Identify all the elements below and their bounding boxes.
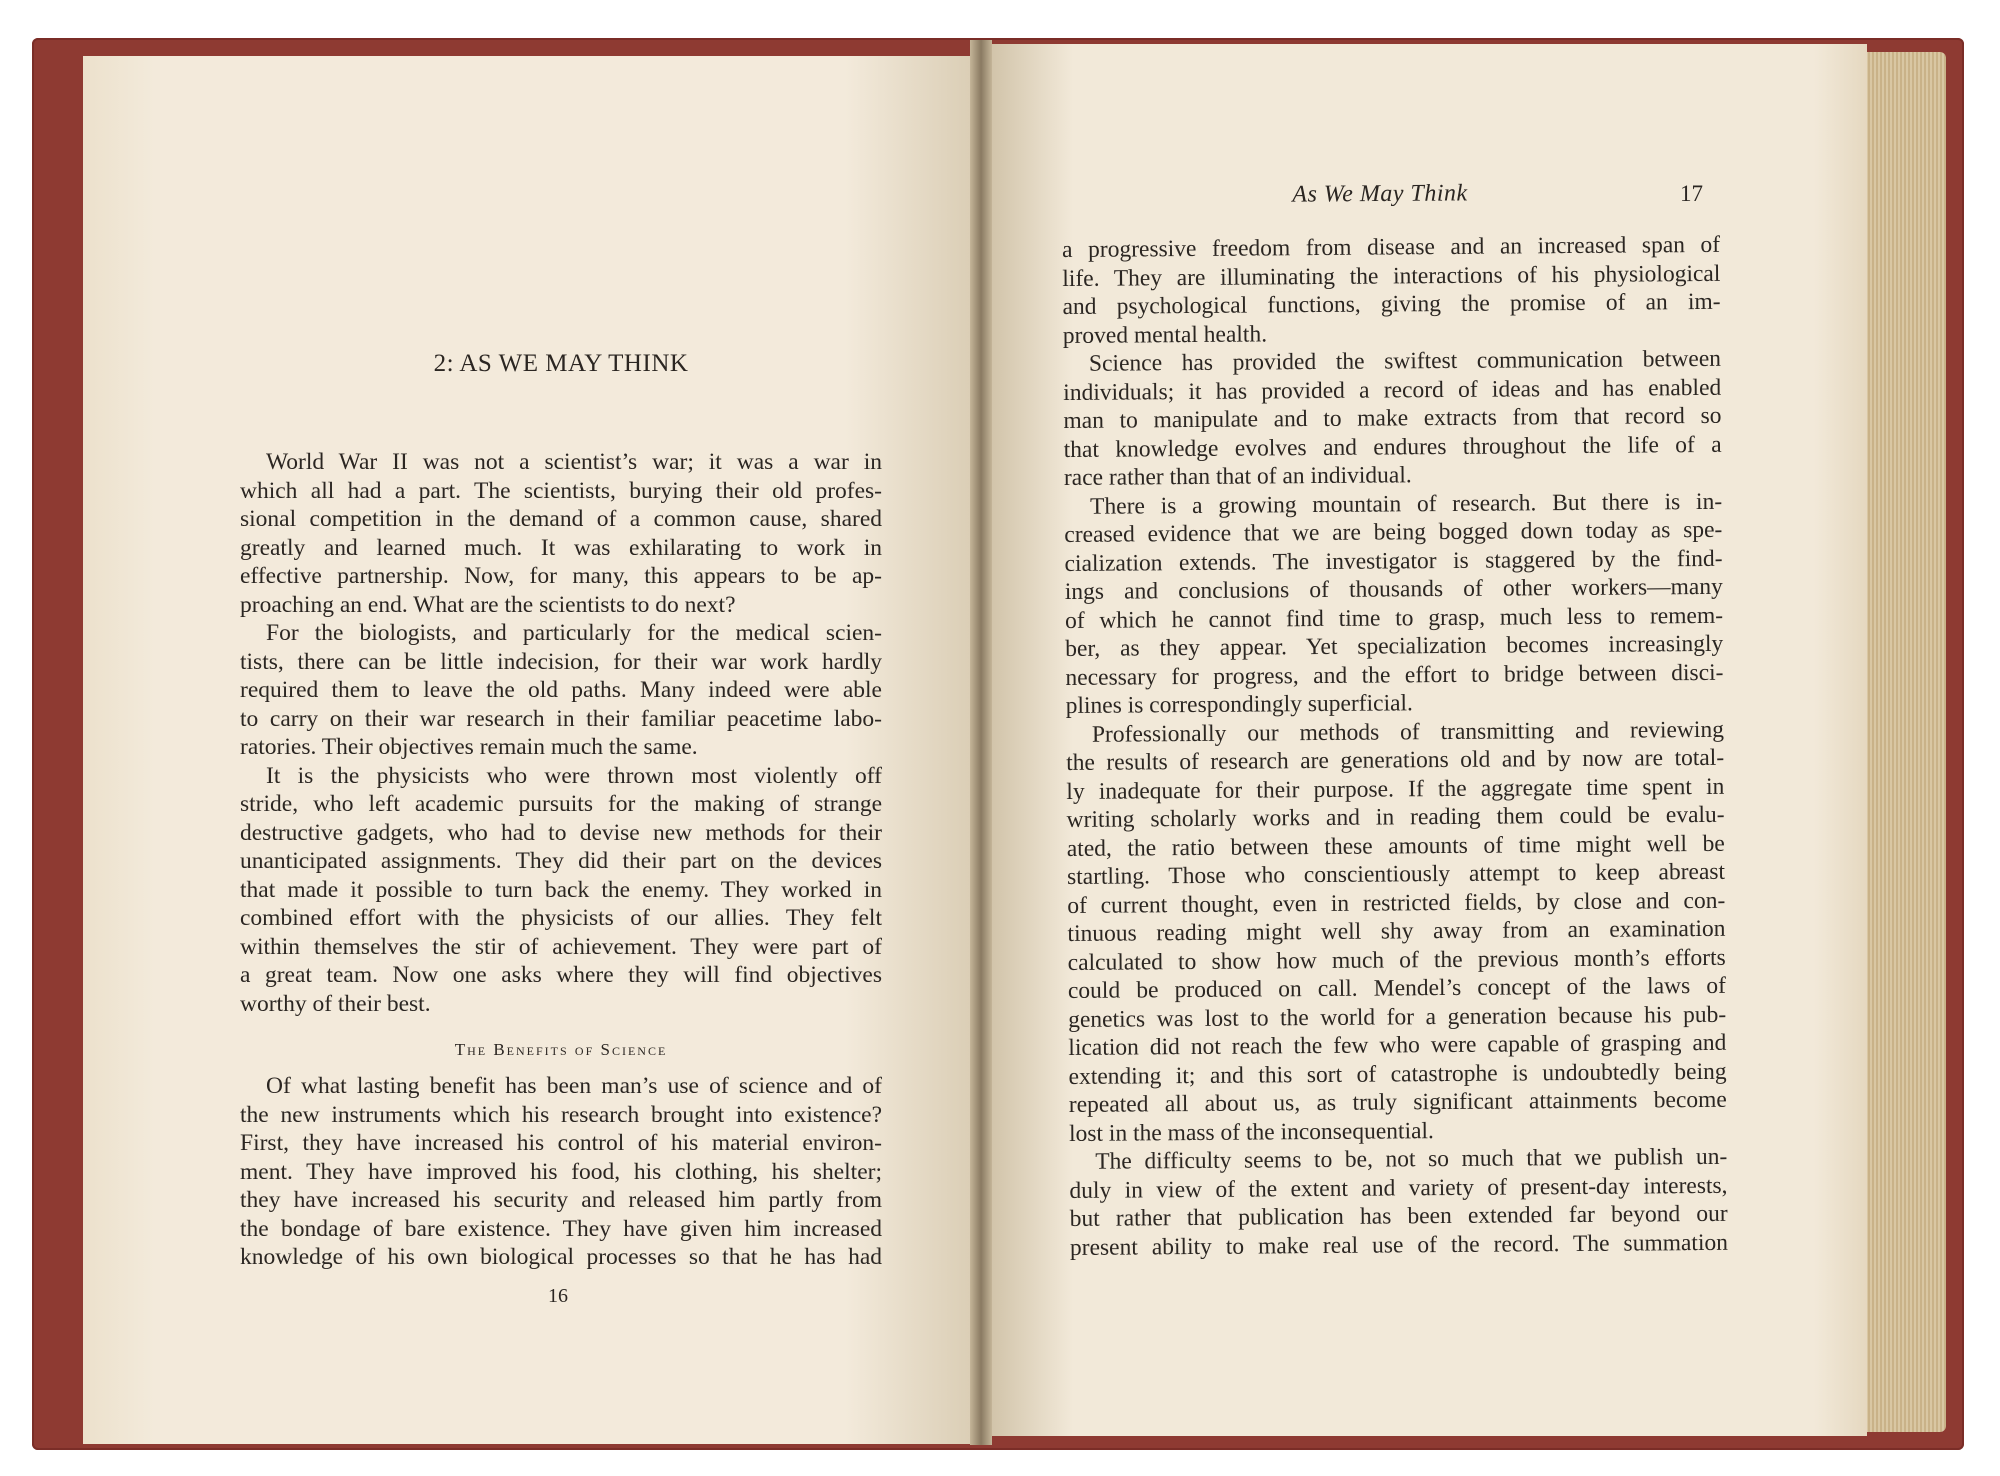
left-page-number: 16 (548, 1285, 568, 1307)
right-text-block (1062, 231, 1728, 1262)
text-line: ratories. Their objectives remain much the same. (240, 734, 698, 760)
text-line: duly in view of the extent and variety of present-day interests, (1069, 1172, 1728, 1204)
book-gutter (970, 40, 992, 1445)
text-line: race rather than that of an individual. (1063, 462, 1412, 491)
text-line: present ability to make real use of the record. The summation (1069, 1229, 1729, 1261)
text-line: and psychological functions, giving the promise of an im- (1062, 288, 1721, 320)
left-text-block-1 (240, 448, 882, 1018)
text-line: lost in the mass of the inconsequential. (1068, 1117, 1434, 1147)
text-line: could be produced on call. Mendel’s concept of the laws of (1067, 972, 1727, 1004)
text-line: tists, there can be little indecision, for their war work hardly (240, 648, 882, 675)
text-line: Science has provided the swiftest communication between (1088, 345, 1722, 377)
text-line: Professionally our methods of transmitting and reviewing (1091, 716, 1724, 748)
text-line: unanticipated assignments. They did their part on the devices (240, 848, 882, 874)
text-line: to carry on their war research in their familiar peacetime labo- (240, 705, 882, 732)
text-line: proaching an end. What are the scientists to do next? (240, 591, 736, 618)
text-line: life. They are illuminating the interactions of his physiological (1062, 260, 1721, 292)
right-page-number: 17 (1680, 181, 1703, 206)
text-line: man to manipulate and to make extracts from that record so (1063, 402, 1722, 434)
section-heading: The Benefits of Science (454, 1040, 668, 1059)
chapter-title: 2: AS WE MAY THINK (433, 350, 689, 377)
text-line: Of what lasting benefit has been man’s use of science and of (266, 1073, 882, 1099)
text-line: within themselves the stir of achievement. They were part of (240, 933, 882, 960)
text-line: combined effort with the physicists of our allies. They felt (240, 905, 882, 931)
text-line: It is the physicists who were thrown most violently off (266, 762, 882, 789)
text-line: writing scholarly works and in reading them could be evalu- (1066, 801, 1725, 833)
text-line: the new instruments which his research brought into existence? (240, 1101, 882, 1128)
text-line: lication did not reach the few who were capable of grasping and (1068, 1029, 1727, 1061)
text-line: individuals; it has provided a record of ideas and has enabled (1063, 374, 1722, 406)
text-line: calculated to show how much of the previous month’s efforts (1067, 944, 1726, 976)
text-line: the bondage of bare existence. They have given him increased (240, 1215, 882, 1242)
text-line: the results of research are generations old and by now are total- (1066, 744, 1725, 776)
text-line: First, they have increased his control of his material environ- (240, 1130, 882, 1156)
text-line: stride, who left academic pursuits for the making of strange (240, 791, 882, 817)
text-line: they have increased his security and released him partly from (240, 1187, 882, 1213)
text-line: knowledge of his own biological processes so that he has had (240, 1244, 882, 1270)
text-line: effective partnership. Now, for many, this appears to be ap- (240, 563, 882, 589)
text-line: worthy of their best. (240, 990, 431, 1017)
text-line: World War II was not a scientist’s war; it was a war in (266, 449, 882, 475)
text-line: The difficulty seems to be, not so much that we publish un- (1095, 1143, 1728, 1175)
text-line: ment. They have improved his food, his clothing, his shelter; (240, 1158, 882, 1185)
text-line: ated, the ratio between these amounts of time might well be (1066, 830, 1725, 862)
text-line: sional competition in the demand of a common cause, shared (240, 506, 882, 532)
text-line: greatly and learned much. It was exhilarating to work in (240, 534, 882, 561)
text-line: required them to leave the old paths. Many indeed were able (240, 677, 882, 703)
text-line: of which he cannot find time to grasp, much less to remem- (1064, 602, 1724, 634)
text-line: repeated all about us, as truly significant attainments become (1068, 1086, 1727, 1118)
text-line: startling. Those who conscientiously attempt to keep abreast (1066, 858, 1726, 890)
text-line: plines is correspondingly superficial. (1065, 690, 1413, 719)
text-line: a great team. Now one asks where they will find objectives (240, 962, 882, 988)
left-text-block-2 (240, 1072, 882, 1272)
text-line: cialization extends. The investigator is staggered by the find- (1064, 545, 1723, 577)
text-line: which all had a part. The scientists, burying their old profes- (240, 477, 882, 504)
page-edges (1858, 52, 1946, 1432)
text-line: creased evidence that we are being bogged down today as spe- (1064, 516, 1723, 548)
text-line: of current thought, even in restricted fields, by close and con- (1067, 887, 1726, 919)
text-line: For the biologists, and particularly for the medical scien- (266, 620, 882, 646)
text-line: ber, as they appear. Yet specialization becomes increasingly (1065, 630, 1724, 662)
text-line: that knowledge evolves and endures throughout the life of a (1063, 431, 1722, 463)
text-line: genetics was lost to the world for a generation because his pub- (1068, 1001, 1727, 1033)
text-line: but rather that publication has been extended far beyond our (1069, 1200, 1728, 1232)
text-line: proved mental health. (1062, 320, 1268, 349)
text-line: destructive gadgets, who had to devise new methods for their (240, 819, 882, 846)
running-head: As We May Think (1292, 180, 1468, 208)
text-line: necessary for progress, and the effort to bridge between disci- (1065, 659, 1724, 691)
text-line: that made it possible to turn back the enemy. They worked in (240, 876, 882, 903)
text-line: extending it; and this sort of catastrophe is undoubtedly being (1068, 1058, 1727, 1090)
text-line: a progressive freedom from disease and an increased span of (1062, 231, 1721, 263)
text-line: tinuous reading might well shy away from an examination (1067, 915, 1726, 947)
text-line: ly inadequate for their purpose. If the aggregate time spent in (1066, 773, 1725, 805)
text-line: ings and conclusions of thousands of other workers—many (1064, 573, 1723, 605)
text-line: There is a growing mountain of research. But there is in- (1090, 488, 1723, 520)
